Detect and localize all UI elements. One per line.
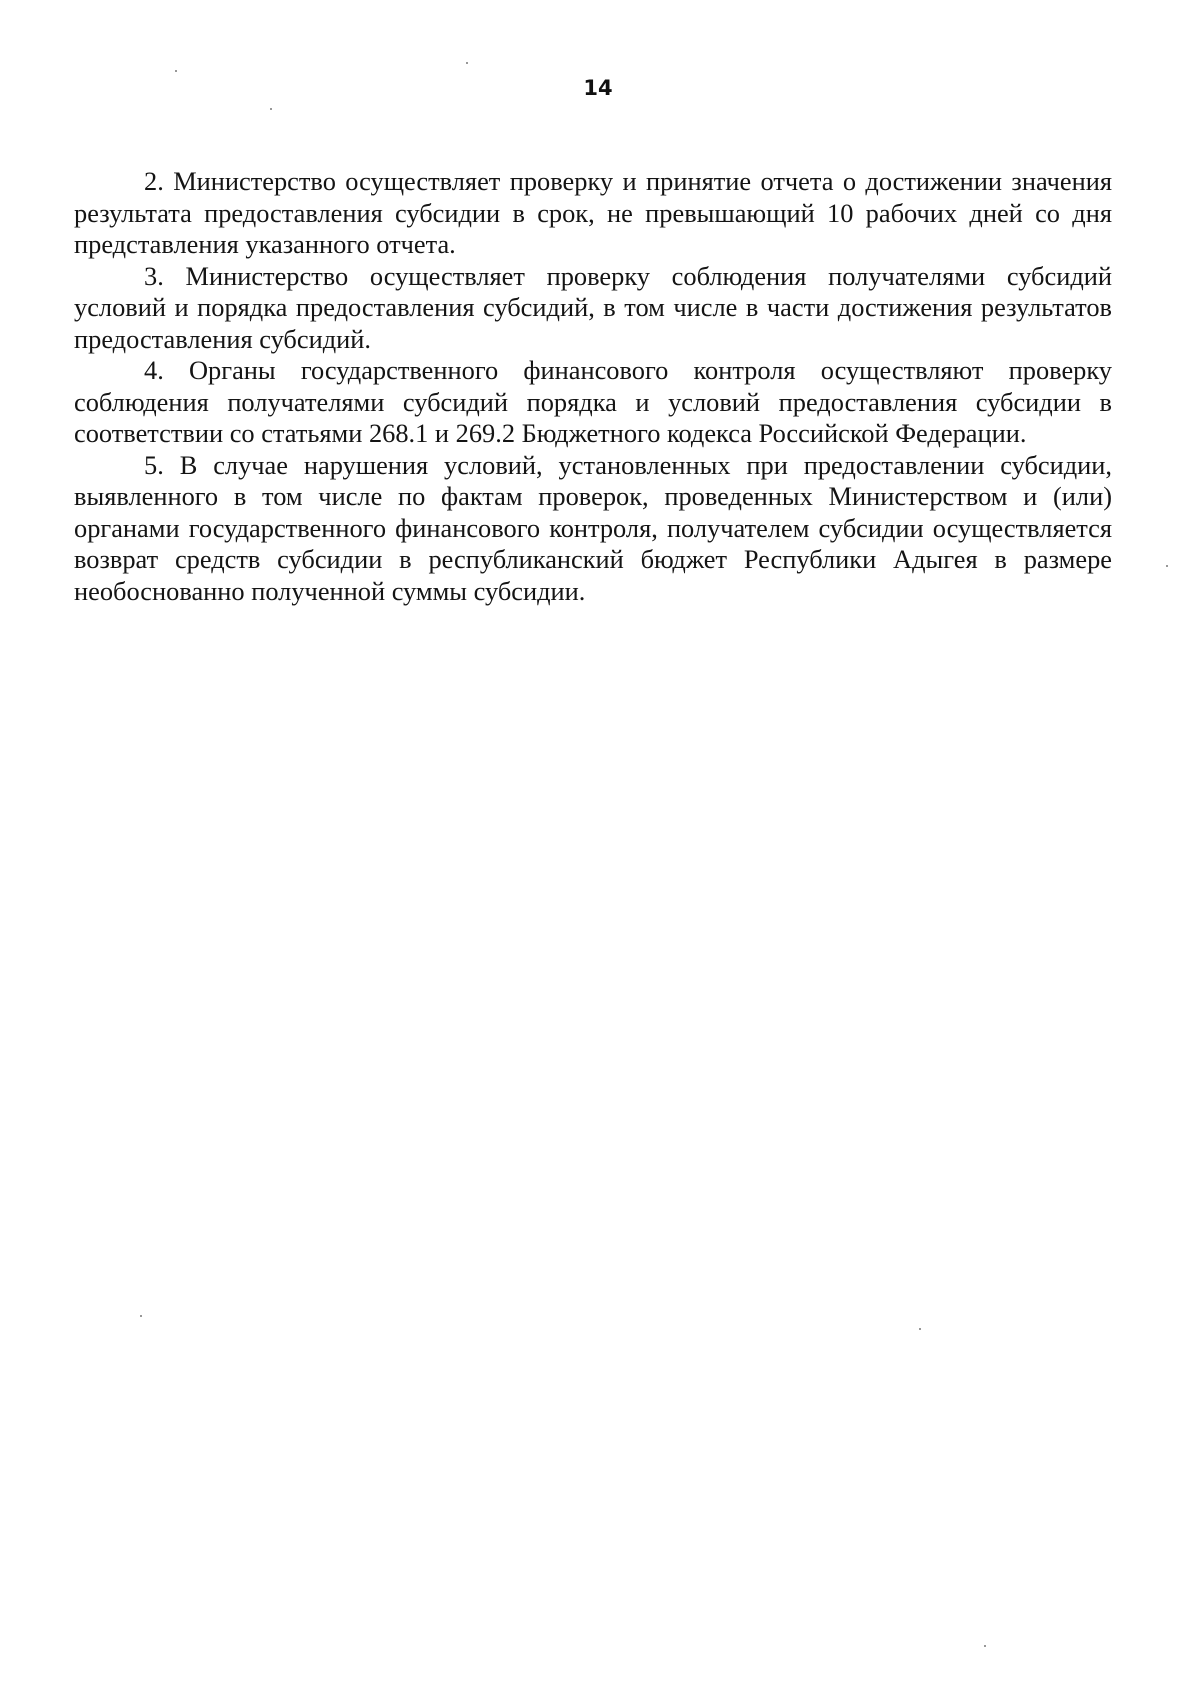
scan-speck	[140, 1315, 142, 1317]
paragraph-2: 2. Министерство осуществляет проверку и принятие отчета о достижении значения результата предоставления субсидии в срок, не превышающий 10 рабочих дней со дня представления указанного отчета.	[74, 166, 1112, 259]
scan-speck	[466, 62, 468, 64]
document-body	[74, 166, 1112, 607]
paragraph-5: 5. В случае нарушения условий, установленных при предоставлении субсидии, выявленного в том числе по фактам проверок, проведенных Министерством и (или) органами государственного финансового контроля, получателем субсидии осуществляется возврат средств субсидии в республиканский бюджет Республики Адыгея в размере необоснованно полученной суммы субсидии.	[74, 449, 1112, 606]
scan-speck	[919, 1328, 921, 1330]
paragraph-3: 3. Министерство осуществляет проверку соблюдения получателями субсидий условий и порядка предоставления субсидий, в том числе в части достижения результатов предоставления субсидий.	[74, 260, 1112, 354]
page-number-text: 14	[583, 76, 613, 100]
paragraph-4: 4. Органы государственного финансового контроля осуществляют проверку соблюдения получателями субсидий порядка и условий предоставления субсидии в соответствии со статьями 268.1 и 269.2 Бюджетного кодекса Российской Федерации.	[74, 355, 1112, 448]
scan-speck	[270, 108, 272, 110]
page-number	[0, 76, 1200, 100]
scan-speck	[1166, 565, 1168, 567]
scan-speck	[175, 70, 177, 72]
scan-speck	[984, 1645, 986, 1647]
